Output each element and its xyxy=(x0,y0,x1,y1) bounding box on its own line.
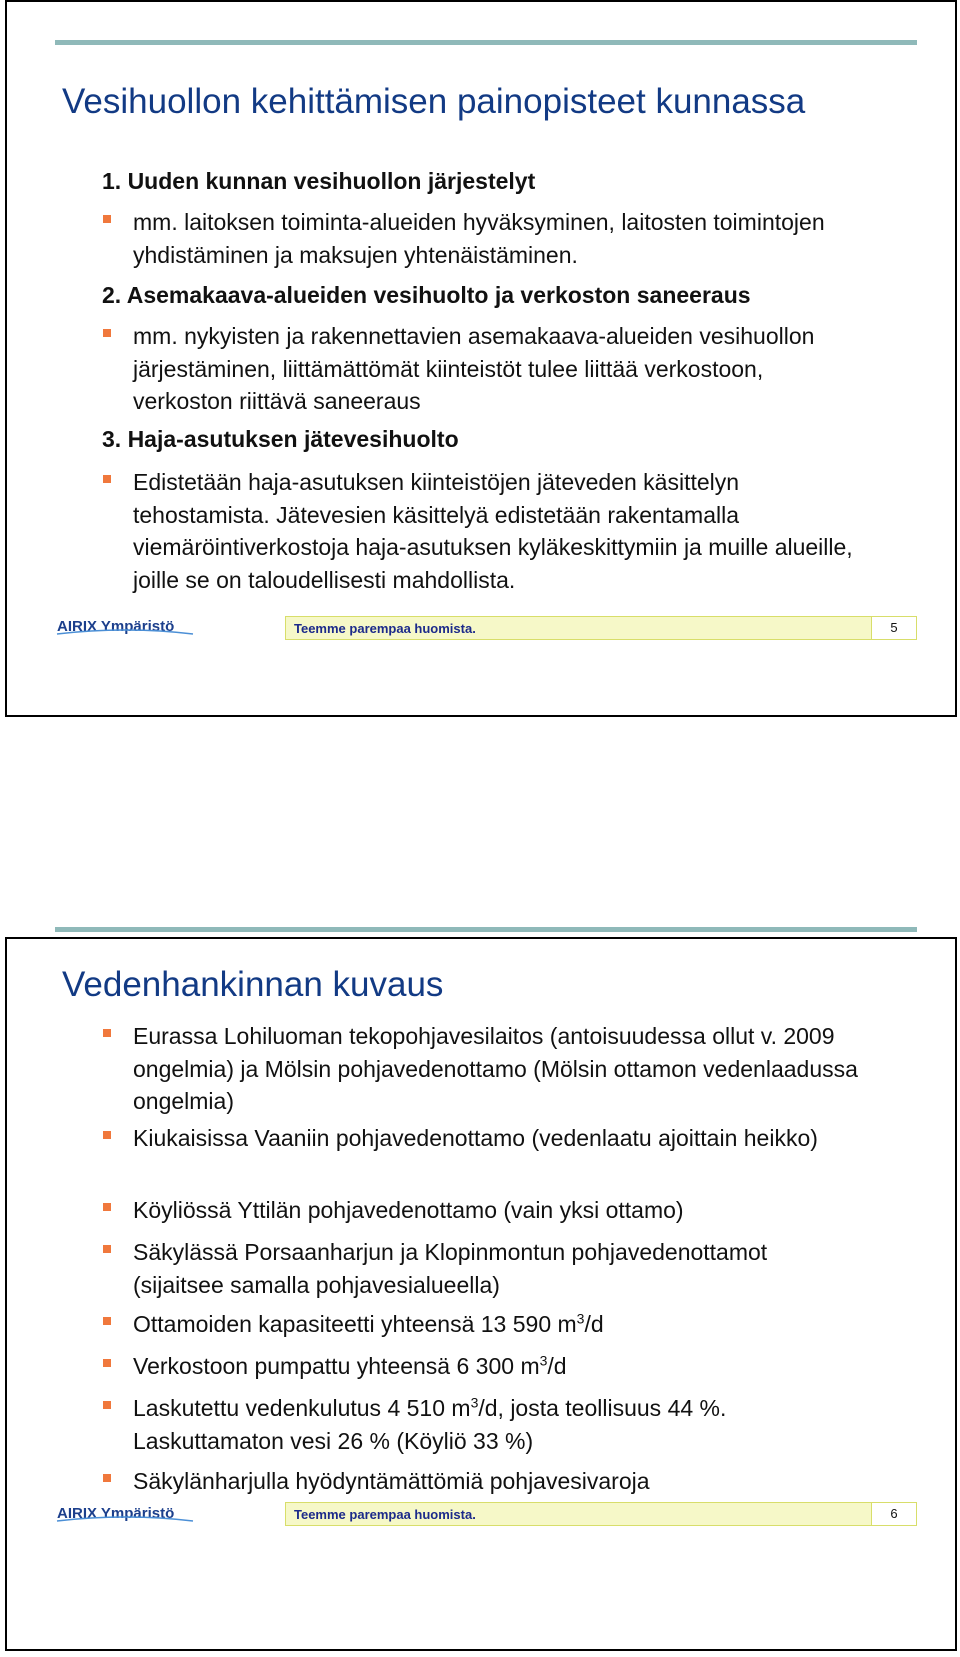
bullet-square-icon xyxy=(103,1474,111,1482)
bullet-square-icon xyxy=(103,215,111,223)
superscript: 3 xyxy=(539,1352,548,1369)
bullet-item xyxy=(103,1020,863,1118)
superscript: 3 xyxy=(576,1310,585,1327)
bullet-text: Säkylässä Porsaanharjun ja Klopinmontun pohjavedenottamot (sijaitsee samalla pohjavesialueella) xyxy=(133,1239,768,1298)
bullet-text: Edistetään haja-asutuksen kiinteistöjen jäteveden käsittelyn tehostamista. Jätevesien käsittelyä edistetään rakentamalla viemäröintiverkostoja haja-asutuksen kyläkeskittymiin ja muille alueille, joille se on taloudellisesti mahdollista. xyxy=(133,469,853,593)
footer-slogan: Teemme parempaa huomista. xyxy=(294,1507,476,1522)
bullet-text-pre: Verkostoon pumpattu yhteensä 6 300 m xyxy=(133,1353,540,1379)
bullet-item xyxy=(103,1122,863,1155)
bullet-text: mm. nykyisten ja rakennettavien asemakaava-alueiden vesihuollon järjestäminen, liittämättömät kiinteistöt tulee liittää verkostoon, verkoston riittävä saneeraus xyxy=(133,323,815,414)
airix-logo xyxy=(55,614,195,638)
footer-bar xyxy=(285,1502,917,1526)
bullet-item xyxy=(103,1194,863,1227)
bullet-square-icon xyxy=(103,475,111,483)
bullet-item xyxy=(103,320,863,418)
bullet-text-pre: Ottamoiden kapasiteetti yhteensä 13 590 m xyxy=(133,1311,577,1337)
svg-text:AIRIX Ympäristö: AIRIX Ympäristö xyxy=(57,1505,175,1522)
bullet-square-icon xyxy=(103,1401,111,1409)
bullet-item xyxy=(103,1236,863,1301)
slide-title: Vesihuollon kehittämisen painopisteet kunnassa xyxy=(62,82,806,121)
bullet-square-icon xyxy=(103,1317,111,1325)
bullet-square-icon xyxy=(103,1203,111,1211)
slide-title: Vedenhankinnan kuvaus xyxy=(62,965,444,1004)
bullet-text: Säkylänharjulla hyödyntämättömiä pohjavesivaroja xyxy=(133,1468,650,1494)
section-heading-1: 1. Uuden kunnan vesihuollon järjestelyt xyxy=(102,168,536,194)
bullet-square-icon xyxy=(103,1359,111,1367)
bullet-item xyxy=(103,1392,863,1457)
superscript: 3 xyxy=(470,1394,479,1411)
footer-slogan: Teemme parempaa huomista. xyxy=(294,621,476,636)
bullet-text: mm. laitoksen toiminta-alueiden hyväksyminen, laitosten toimintojen yhdistäminen ja maksujen yhtenäistäminen. xyxy=(133,209,825,268)
bullet-square-icon xyxy=(103,1245,111,1253)
bullet-square-icon xyxy=(103,1029,111,1037)
slide-5 xyxy=(5,0,957,717)
section-heading-2: 2. Asemakaava-alueiden vesihuolto ja verkoston saneeraus xyxy=(102,282,751,308)
svg-text:AIRIX Ympäristö: AIRIX Ympäristö xyxy=(57,618,175,635)
footer-bar xyxy=(285,616,917,640)
slide-top-bar xyxy=(55,40,917,45)
airix-logo xyxy=(55,1501,195,1525)
bullet-text: Köyliössä Yttilän pohjavedenottamo (vain yksi ottamo) xyxy=(133,1197,684,1223)
bullet-text: Eurassa Lohiluoman tekopohjavesilaitos (antoisuudessa ollut v. 2009 ongelmia) ja Mölsin pohjavedenottamo (Mölsin ottamon vedenlaadussa ongelmia) xyxy=(133,1023,858,1114)
bullet-text xyxy=(133,1350,863,1383)
bullet-square-icon xyxy=(103,329,111,337)
bullet-text: Kiukaisissa Vaaniin pohjavedenottamo (vedenlaatu ajoittain heikko) xyxy=(133,1125,818,1151)
slide-6 xyxy=(5,937,957,1651)
bullet-item xyxy=(103,1308,863,1341)
bullet-square-icon xyxy=(103,1131,111,1139)
bullet-item xyxy=(103,466,863,596)
page-number: 5 xyxy=(871,617,916,639)
bullet-text-post: /d xyxy=(584,1311,604,1337)
bullet-item xyxy=(103,206,863,271)
page-number: 6 xyxy=(871,1503,916,1525)
bullet-item xyxy=(103,1350,863,1383)
bullet-text-post: /d xyxy=(547,1353,567,1379)
bullet-item xyxy=(103,1465,863,1498)
bullet-text xyxy=(133,1392,863,1457)
bullet-text xyxy=(133,1308,863,1341)
bullet-text-post: /d, josta teollisuus 44 %. Laskuttamaton vesi 26 % (Köyliö 33 %) xyxy=(133,1395,727,1454)
slide-top-bar xyxy=(55,927,917,932)
section-heading-3: 3. Haja-asutuksen jätevesihuolto xyxy=(102,426,459,452)
bullet-text-pre: Laskutettu vedenkulutus 4 510 m xyxy=(133,1395,471,1421)
